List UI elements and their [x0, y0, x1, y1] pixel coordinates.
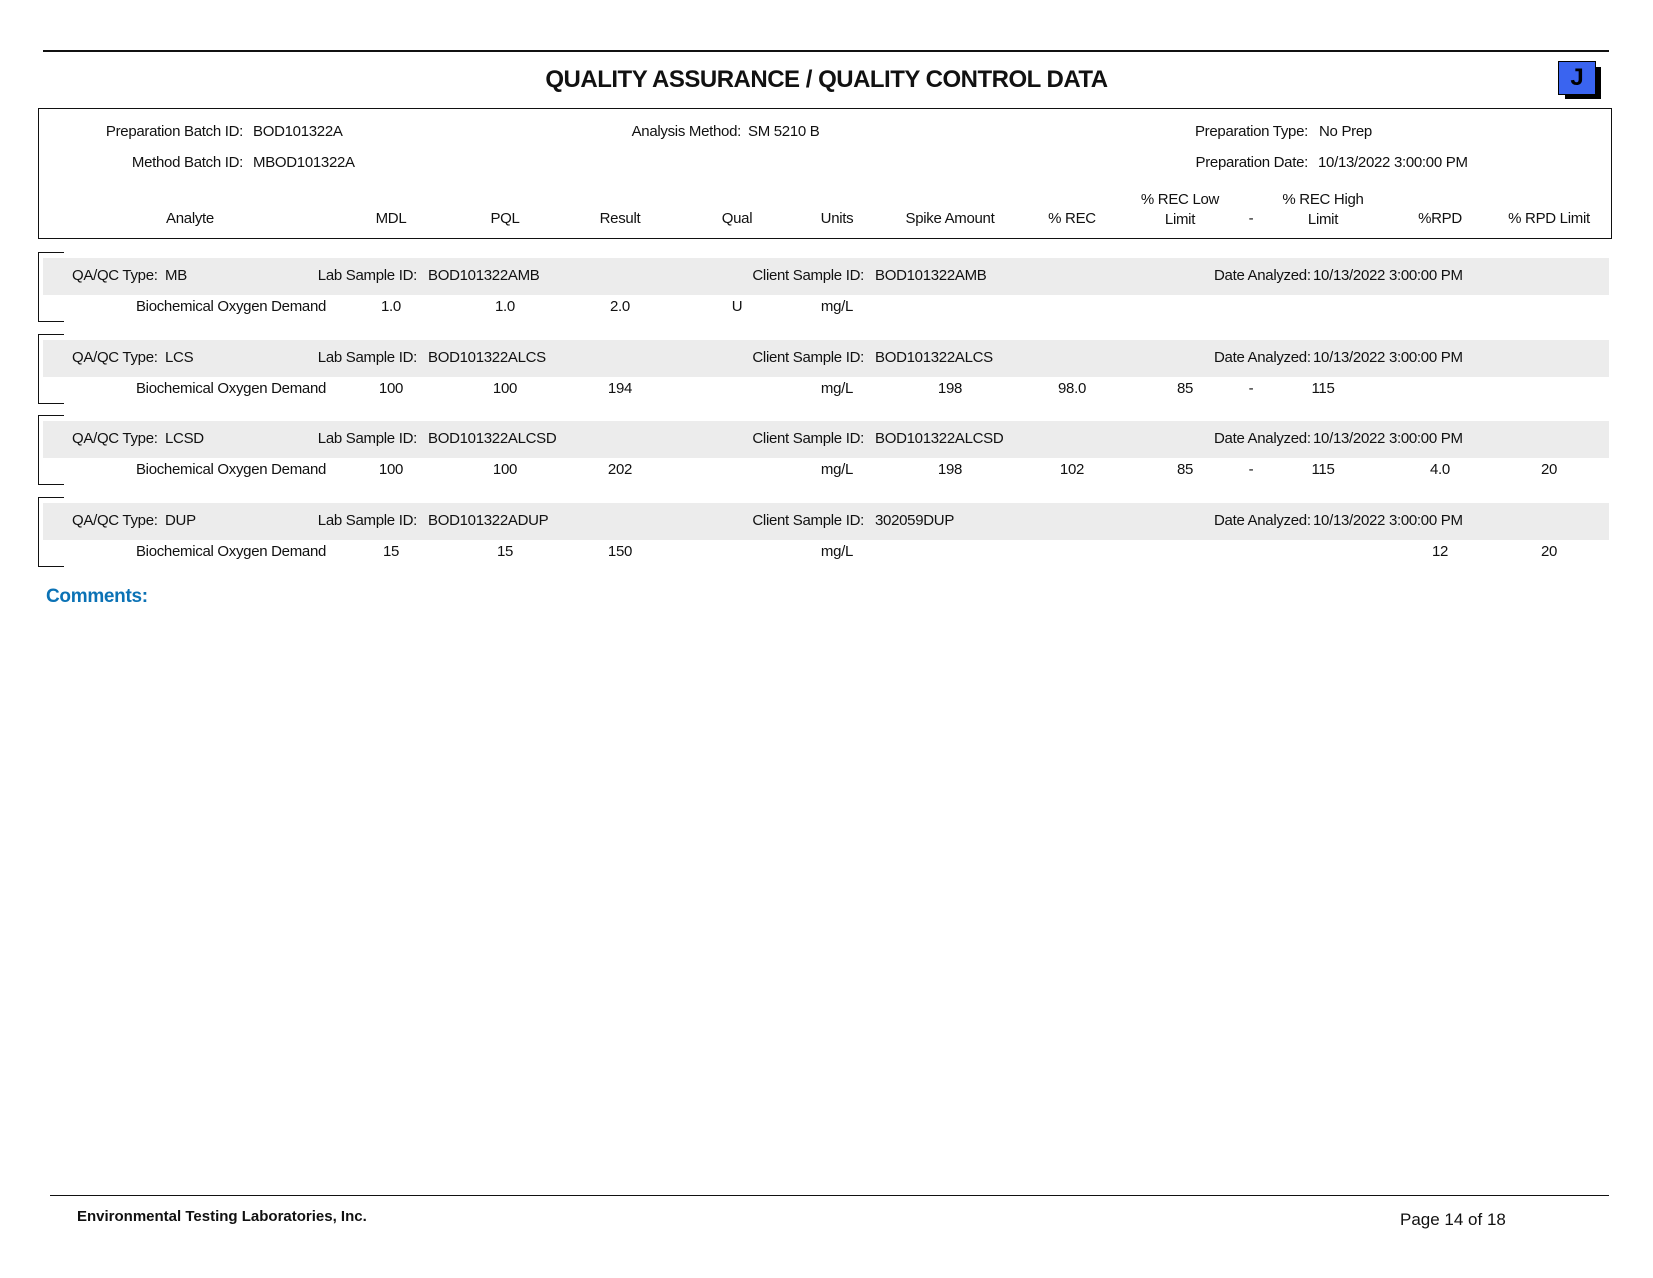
badge-letter: J [1558, 61, 1596, 95]
result-cell-high: 115 [1311, 461, 1335, 478]
prep-batch-label: Preparation Batch ID: [105, 123, 243, 140]
col-units: Units [820, 210, 854, 227]
prep-date-value: 10/13/2022 3:00:00 PM [1318, 154, 1468, 171]
result-cell-qual: U [731, 298, 743, 315]
qaqc-type-value: LCS [165, 349, 194, 366]
lab-sample-value: BOD101322ALCSD [428, 430, 557, 447]
qc-group-bracket [38, 334, 64, 404]
col-rec-low-line2: Limit [1164, 211, 1196, 228]
qaqc-type-label: QA/QC Type: [72, 349, 158, 366]
client-sample-label: Client Sample ID: [752, 267, 864, 284]
result-cell-rpd: 4.0 [1430, 461, 1450, 478]
result-cell-low: 85 [1176, 461, 1194, 478]
result-cell-units: mg/L [820, 380, 854, 397]
client-sample-value: BOD101322AMB [875, 267, 987, 284]
result-cell-result: 2.0 [610, 298, 630, 315]
result-cell-spike: 198 [937, 380, 963, 397]
result-cell-units: mg/L [820, 543, 854, 560]
col-dash: - [1248, 210, 1254, 227]
result-cell-units: mg/L [820, 461, 854, 478]
method-batch-value: MBOD101322A [253, 154, 355, 171]
qaqc-type-value: MB [165, 267, 187, 284]
result-cell-rpd-limit: 20 [1540, 543, 1558, 560]
col-spike-amount: Spike Amount [905, 210, 995, 227]
result-cell-pql: 100 [492, 380, 518, 397]
lab-sample-value: BOD101322ALCS [428, 349, 546, 366]
result-cell-analyte: Biochemical Oxygen Demand [135, 461, 327, 478]
col-pql: PQL [490, 210, 520, 227]
qc-group-bracket [38, 497, 64, 567]
result-cell-pql: 15 [496, 543, 514, 560]
col-result: Result [599, 210, 641, 227]
footer-page-number: Page 14 of 18 [1400, 1210, 1506, 1229]
date-analyzed-label: Date Analyzed: [1214, 349, 1311, 366]
analysis-method-label: Analysis Method: [631, 123, 741, 140]
qaqc-type-value: LCSD [165, 430, 204, 447]
result-cell-units: mg/L [820, 298, 854, 315]
qc-group-bracket [38, 415, 64, 485]
col-qual: Qual [721, 210, 753, 227]
date-analyzed-label: Date Analyzed: [1214, 267, 1311, 284]
prep-date-label: Preparation Date: [1195, 154, 1308, 171]
result-cell-dash: - [1248, 461, 1254, 478]
client-sample-value: BOD101322ALCS [875, 349, 993, 366]
col-rpd: %RPD [1418, 210, 1462, 227]
client-sample-value: 302059DUP [875, 512, 955, 529]
footer-rule [50, 1195, 1609, 1196]
date-analyzed-value: 10/13/2022 3:00:00 PM [1313, 349, 1463, 366]
col-rec: % REC [1048, 210, 1096, 227]
qaqc-type-label: QA/QC Type: [72, 430, 158, 447]
result-cell-result: 150 [607, 543, 633, 560]
date-analyzed-value: 10/13/2022 3:00:00 PM [1313, 267, 1463, 284]
result-cell-mdl: 1.0 [381, 298, 401, 315]
result-cell-dash: - [1248, 380, 1254, 397]
qaqc-type-value: DUP [165, 512, 196, 529]
result-cell-analyte: Biochemical Oxygen Demand [135, 298, 327, 315]
lab-sample-value: BOD101322ADUP [428, 512, 549, 529]
client-sample-label: Client Sample ID: [752, 349, 864, 366]
lab-sample-label: Lab Sample ID: [317, 512, 417, 529]
col-rec-high-line2: Limit [1307, 211, 1339, 228]
client-sample-label: Client Sample ID: [752, 430, 864, 447]
result-cell-rpd-limit: 20 [1540, 461, 1558, 478]
page-title: QUALITY ASSURANCE / QUALITY CONTROL DATA [545, 66, 1108, 93]
qaqc-type-label: QA/QC Type: [72, 512, 158, 529]
result-cell-result: 194 [607, 380, 633, 397]
date-analyzed-value: 10/13/2022 3:00:00 PM [1313, 430, 1463, 447]
analysis-method-value: SM 5210 B [748, 123, 820, 140]
result-cell-mdl: 100 [378, 380, 404, 397]
lab-sample-value: BOD101322AMB [428, 267, 540, 284]
comments-label: Comments: [46, 586, 148, 607]
result-cell-spike: 198 [937, 461, 963, 478]
result-cell-mdl: 100 [378, 461, 404, 478]
result-cell-analyte: Biochemical Oxygen Demand [135, 543, 327, 560]
result-cell-pql: 1.0 [495, 298, 515, 315]
prep-type-label: Preparation Type: [1194, 123, 1308, 140]
client-sample-value: BOD101322ALCSD [875, 430, 1004, 447]
top-rule [43, 50, 1609, 52]
col-rec-low-line1: % REC Low [1140, 191, 1220, 208]
qaqc-type-label: QA/QC Type: [72, 267, 158, 284]
result-cell-mdl: 15 [382, 543, 400, 560]
col-mdl: MDL [375, 210, 407, 227]
result-cell-rec: 102 [1059, 461, 1085, 478]
prep-type-value: No Prep [1319, 123, 1372, 140]
col-rec-high-line1: % REC High [1282, 191, 1364, 208]
result-cell-high: 115 [1311, 380, 1335, 397]
result-cell-analyte: Biochemical Oxygen Demand [135, 380, 327, 397]
client-sample-label: Client Sample ID: [752, 512, 864, 529]
date-analyzed-label: Date Analyzed: [1214, 430, 1311, 447]
prep-batch-value: BOD101322A [253, 123, 343, 140]
date-analyzed-value: 10/13/2022 3:00:00 PM [1313, 512, 1463, 529]
lab-sample-label: Lab Sample ID: [317, 430, 417, 447]
col-analyte: Analyte [166, 210, 214, 227]
date-analyzed-label: Date Analyzed: [1214, 512, 1311, 529]
result-cell-rec: 98.0 [1058, 380, 1086, 397]
lab-sample-label: Lab Sample ID: [317, 349, 417, 366]
footer-company: Environmental Testing Laboratories, Inc. [77, 1208, 367, 1225]
result-cell-result: 202 [607, 461, 633, 478]
method-batch-label: Method Batch ID: [131, 154, 243, 171]
lab-sample-label: Lab Sample ID: [317, 267, 417, 284]
qc-group-bracket [38, 252, 64, 322]
result-cell-rpd: 12 [1431, 543, 1449, 560]
j-badge [1558, 61, 1598, 97]
result-cell-low: 85 [1176, 380, 1194, 397]
result-cell-pql: 100 [492, 461, 518, 478]
col-rpd-limit: % RPD Limit [1508, 210, 1590, 227]
